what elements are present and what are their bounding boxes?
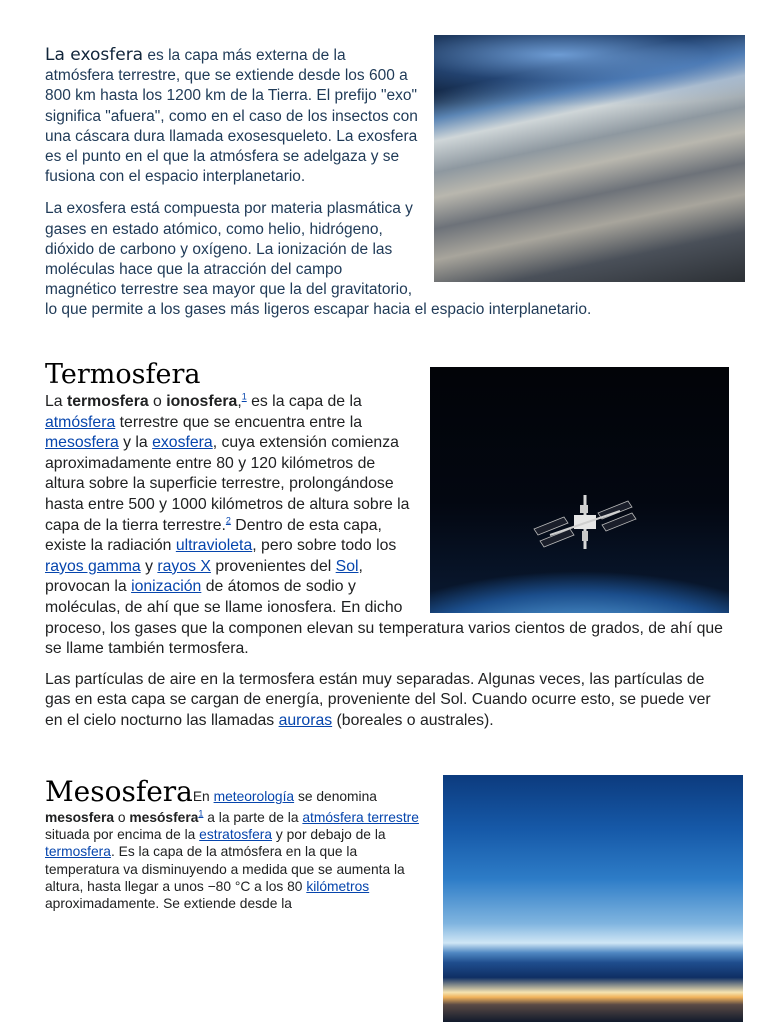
exosfera-p1-text: es la capa más externa de la atmósfera terrestre, que se extiende desde los 600 a 800 km hasta los 1200 km de la Tierra. El prefijo "exo" significa "afuera", como en el caso de los insectos con una cáscara dura llamada exosesqueleto. La exosfera es el punto en el que la atmósfera se adelgaza y se fusiona con el espacio interplanetario. xyxy=(45,47,418,186)
text: , pero sobre todo los xyxy=(252,537,397,555)
text: es la capa de la xyxy=(246,393,362,410)
text: terrestre que se encuentra entre la xyxy=(115,413,362,431)
text: La xyxy=(45,393,67,410)
text: Dentro de esta capa, existe la radiación xyxy=(45,516,382,555)
exosfera-paragraph-2: La exosfera está compuesta por materia plasmática y gases en estado atómico, como helio, hidrógeno, dióxido de carbono y oxígeno. La ionización de las moléculas hace que la atracción del campo magnético terrestre sea mayor que la del gravitatorio, lo que permite a los gases más ligeros escapar hacia el espacio interplanetario. xyxy=(45,200,592,319)
link-atmosfera[interactable]: atmósfera xyxy=(45,413,116,431)
link-termosfera[interactable]: termosfera xyxy=(45,844,111,860)
link-sol[interactable]: Sol xyxy=(335,557,359,575)
link-estratosfera[interactable]: estratosfera xyxy=(199,827,273,843)
text: o xyxy=(114,810,130,825)
text: aproximadamente. Se extiende desde la xyxy=(45,896,292,912)
text: Las partículas de aire en la termosfera están muy separadas. Algunas veces, las partículas de gas en esta capa se cargan de energía, proveniente del Sol. Cuando ocurre esto, se puede ver en el cielo nocturno las llamadas xyxy=(45,670,711,729)
bold-term: mesosfera xyxy=(45,810,115,825)
mesosfera-section xyxy=(45,775,743,1022)
bold-term: termosfera xyxy=(66,393,149,410)
reference-link[interactable]: 2 xyxy=(225,515,231,526)
exosfera-section xyxy=(45,45,725,321)
text: , cuya extensión comienza aproximadamente entre 80 y 120 kilómetros de altura sobre la superficie terrestre, prolongándose hasta entre 500 y 1000 kilómetros de altura sobre la capa de la tierra terrestre. xyxy=(45,434,410,534)
link-kilometros[interactable]: kilómetros xyxy=(306,878,370,894)
link-atmosfera-terrestre[interactable]: atmósfera terrestre xyxy=(302,810,419,825)
text: y la xyxy=(118,434,153,452)
link-exosfera[interactable]: exosfera xyxy=(152,434,213,452)
text: provenientes del xyxy=(210,557,336,575)
space-station-photo xyxy=(430,367,729,613)
reference-link[interactable]: 1 xyxy=(241,391,247,402)
text: o xyxy=(148,393,167,410)
link-ionizacion[interactable]: ionización xyxy=(131,578,202,596)
text: de átomos de sodio y moléculas, de ahí que se llame ionosfera. En dicho proceso, los gases que la componen elevan su temperatura varios cientos de grados, de ahí que se llame también termosfera. xyxy=(45,578,723,658)
link-mesosfera[interactable]: mesosfera xyxy=(45,434,119,452)
bold-term: ionosfera xyxy=(166,393,238,410)
link-rayos-gamma[interactable]: rayos gamma xyxy=(45,557,141,575)
horizon-photo xyxy=(443,775,743,1022)
termosfera-section xyxy=(45,358,729,732)
link-auroras[interactable]: auroras xyxy=(278,711,333,729)
text: situada por encima de la xyxy=(45,827,200,843)
text: y xyxy=(140,557,158,575)
text: , xyxy=(237,393,242,410)
mesosfera-heading: Mesosfera xyxy=(45,775,193,808)
link-rayos-x[interactable]: rayos X xyxy=(157,557,211,575)
termosfera-heading: Termosfera xyxy=(45,359,201,390)
text: (boreales o australes). xyxy=(332,711,494,729)
bold-term: mesósfera xyxy=(129,810,199,825)
link-ultravioleta[interactable]: ultravioleta xyxy=(175,537,253,555)
text: y por debajo de la xyxy=(272,827,386,843)
exosfera-term: La exosfera xyxy=(45,45,144,65)
earth-atmosphere-photo xyxy=(434,35,745,282)
text: . Es la capa de la atmósfera en la que la temperatura va disminuyendo a medida que se aumenta la altura, hasta llegar a unos −80 °C a los 80 xyxy=(45,844,405,894)
link-meteorologia[interactable]: meteorología xyxy=(213,789,295,804)
space-station-icon xyxy=(530,487,640,557)
text: se denomina xyxy=(294,789,377,804)
reference-link[interactable]: 1 xyxy=(198,808,204,819)
termosfera-paragraph-2 xyxy=(45,670,729,732)
text: a la parte de la xyxy=(203,810,303,825)
text: , provocan la xyxy=(45,557,363,596)
text: En xyxy=(192,789,214,804)
